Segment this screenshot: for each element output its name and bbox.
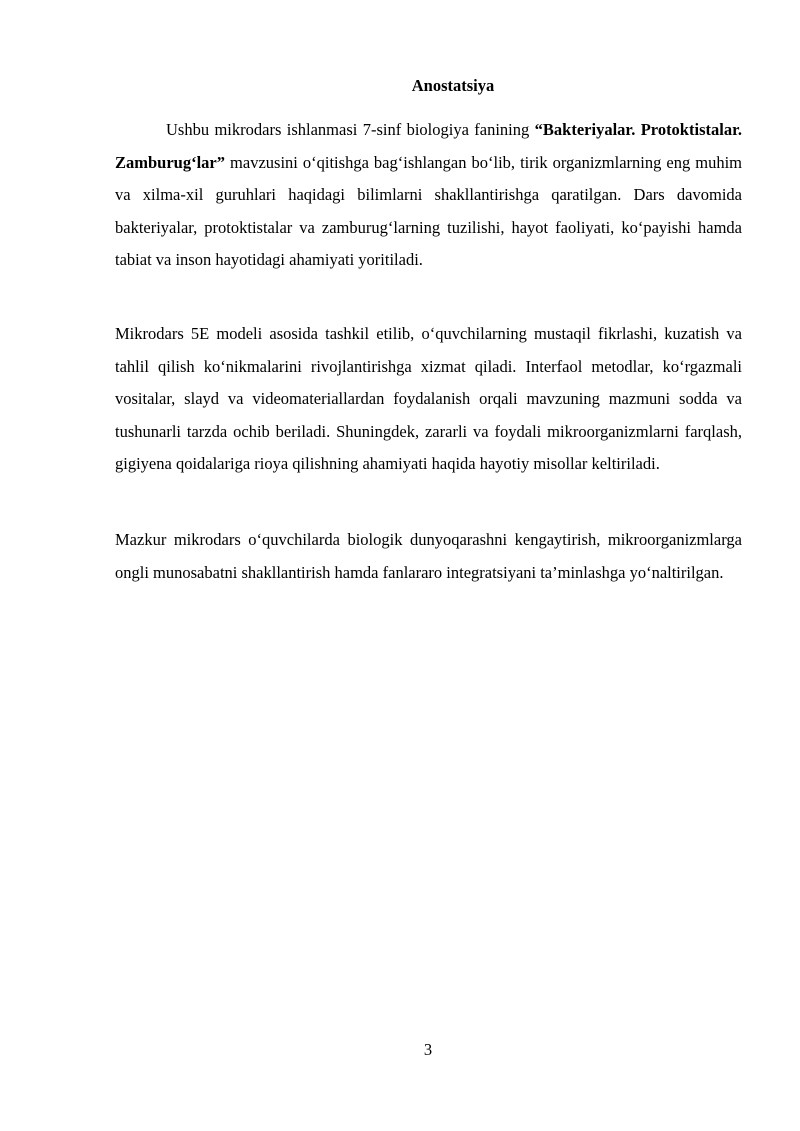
paragraph-3: Mazkur mikrodars o‘quvchilarda biologik dunyoqarashni kengaytirish, mikroorganizmlarga ongli munosabatni shakllantirish hamda fanlararo integratsiyani ta’minlashga yo‘naltirilgan. xyxy=(115,530,742,582)
paragraph-1 xyxy=(115,114,742,277)
paragraph-1-intro: Ushbu mikrodars ishlanmasi 7-sinf biologiya fanining xyxy=(166,120,535,139)
page-number: 3 xyxy=(423,1040,433,1059)
paragraph-1-topic: “Bakteriyalar. Protoktistalar. Zamburug‘lar” xyxy=(115,120,742,172)
paragraph-1-rest: mavzusini o‘qitishga bag‘ishlangan bo‘lib, tirik organizmlarning eng muhim va xilma-xil guruhlari haqidagi bilimlarni shakllantirishga qaratilgan. Dars davomida bakteriyalar, protoktistalar va zamburug‘larning tuzilishi, hayot faoliyati, ko‘payishi hamda tabiat va inson hayotidagi ahamiyati yoritiladi. xyxy=(115,152,742,270)
paragraph-2: Mikrodars 5E modeli asosida tashkil etilib, o‘quvchilarning mustaqil fikrlashi, kuzatish va tahlil qilish ko‘nikmalarini rivojlantirishga xizmat qiladi. Interfaol metodlar, ko‘rgazmali vositalar, slayd va videomateriallardan foydalanish orqali mavzuning mazmuni sodda va tushunarli tarzda ochib beriladi. Shuningdek, zararli va foydali mikroorganizmlarni farqlash, gigiyena qoidalariga rioya qilishning ahamiyati haqida hayotiy misollar keltiriladi. xyxy=(115,324,742,474)
page-title: Anostatsiya xyxy=(411,76,495,95)
